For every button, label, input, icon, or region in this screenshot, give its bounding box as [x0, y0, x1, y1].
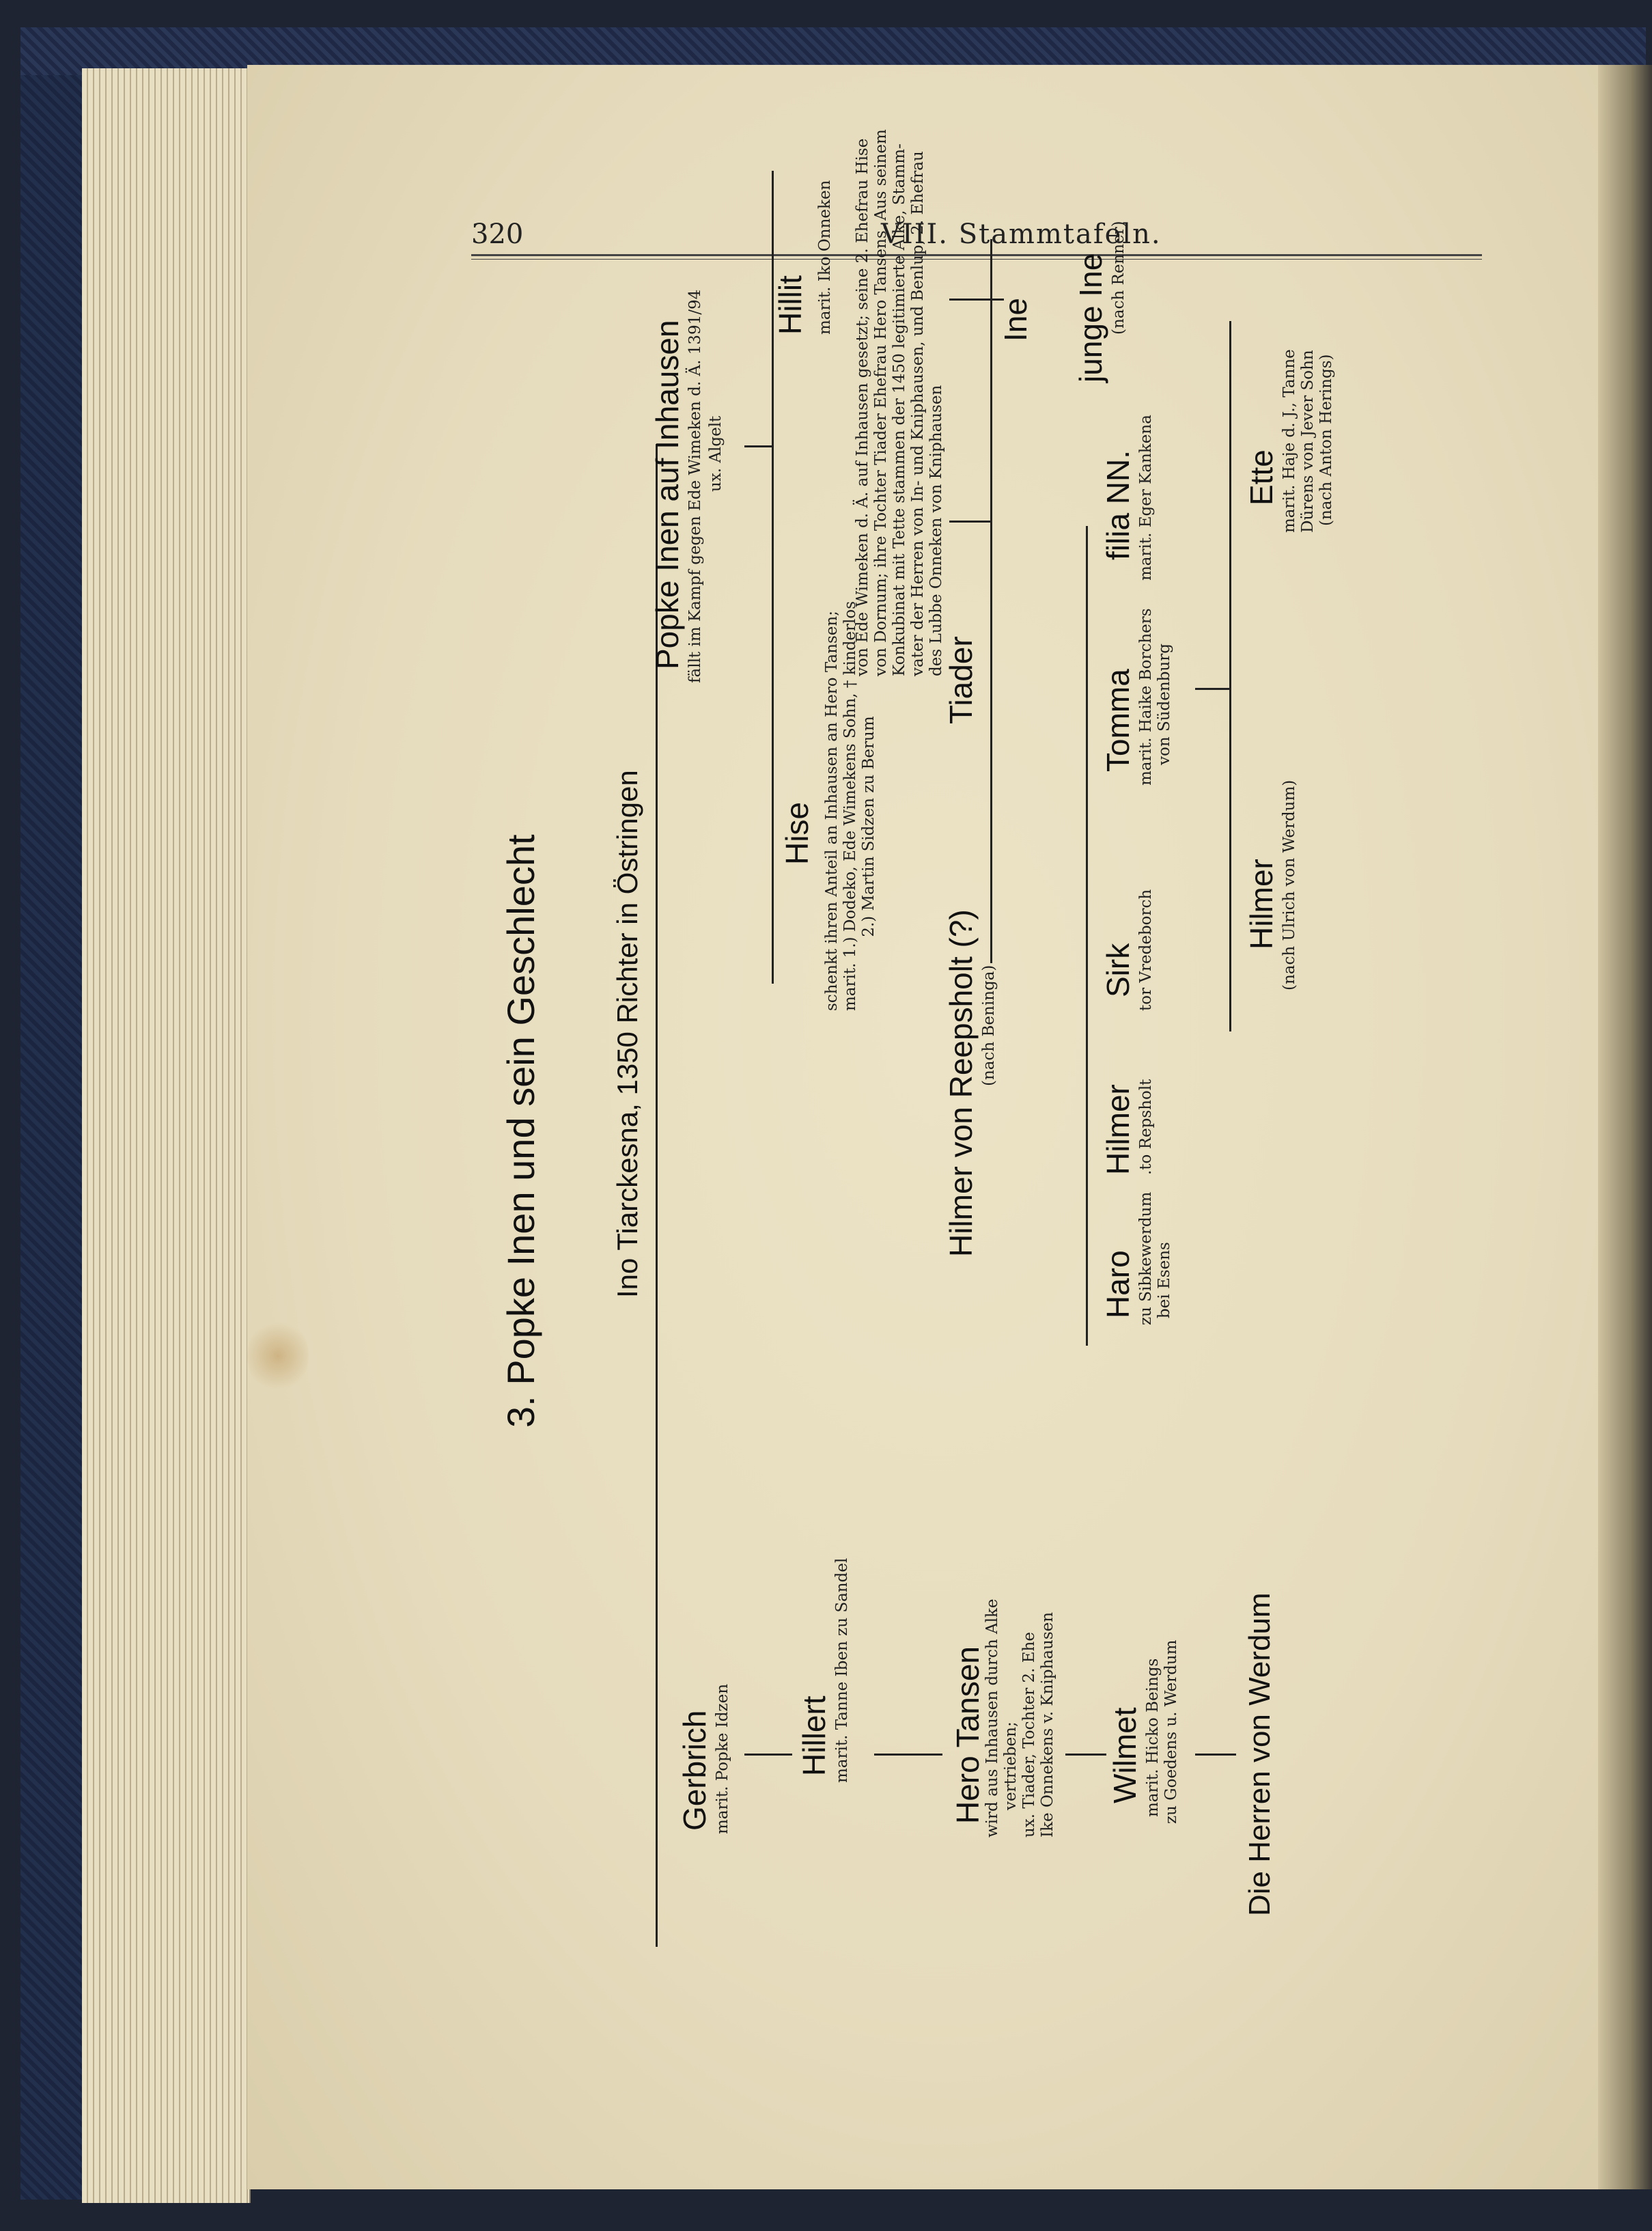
line-hillert-hero [874, 1754, 942, 1756]
line-gerbrich-hillert [744, 1754, 792, 1756]
line-wilmet-werdum [1195, 1754, 1236, 1756]
person-sirk: Sirk [1100, 943, 1136, 997]
brace-ine-stem [949, 521, 990, 523]
person-ette-note-1: marit. Haje d. J., Tanne [1280, 349, 1298, 533]
header-rule [471, 254, 1482, 260]
person-wilmet: Wilmet [1107, 1707, 1143, 1803]
person-ette-note-3: (nach Anton Herings) [1317, 354, 1335, 526]
person-popke-note-2: ux. Algelt [707, 415, 725, 492]
person-gerbrich: Gerbrich [677, 1710, 712, 1831]
root-ancestor: Ino Tiarckesna, 1350 Richter in Östringen [611, 770, 643, 1298]
person-tiader: Tiader [943, 636, 979, 724]
running-header [471, 219, 1482, 260]
person-filia-nn-note: marit. Eger Kankena [1137, 415, 1155, 581]
line-hillit-ine [949, 299, 1004, 301]
brace-root [656, 444, 658, 1947]
person-hero-tansen-note-3: ux. Tiader, Tochter 2. Ehe [1020, 1632, 1038, 1838]
person-ette-note-2: Dürens von Jever Sohn [1299, 350, 1317, 533]
person-tomma: Tomma [1100, 669, 1136, 772]
person-haro-note-1: zu Sibkewerdum [1137, 1191, 1155, 1325]
brace-tomma [1229, 321, 1231, 1031]
person-gerbrich-note: marit. Popke Idzen [714, 1683, 731, 1834]
brace-ine [990, 239, 992, 963]
person-hise-note-3: 2.) Martin Sidzen zu Berum [860, 716, 878, 937]
person-hero-tansen-note-4: Ike Onnekens v. Kniphausen [1039, 1611, 1056, 1838]
person-popke: Popke Inen auf Inhausen [649, 320, 685, 669]
person-herren-werdum: Die Herren von Werdum [1243, 1592, 1276, 1916]
person-hise-note-2: marit. 1.) Dodeko, Ede Wimekens Sohn, † kinderlos [841, 600, 859, 1011]
person-hero-tansen: Hero Tansen [950, 1646, 985, 1824]
person-hillert: Hillert [796, 1695, 832, 1776]
person-hilmer-repsholt-note: .to Repsholt [1137, 1079, 1155, 1175]
person-junge-ine: junge Ine [1073, 253, 1108, 383]
person-wilmet-note-2: zu Goedens u. Werdum [1162, 1639, 1180, 1824]
person-wilmet-note-1: marit. Hicko Beings [1144, 1658, 1162, 1817]
book-gutter [1598, 65, 1652, 2189]
person-hise-note-1: schenkt ihren Anteil an Inhausen an Hero Tansen; [823, 611, 841, 1011]
person-hilmer-reepsholt: Hilmer von Reepsholt (?) [943, 909, 979, 1257]
person-hilmer-reepsholt-note: (nach Beninga) [980, 965, 998, 1086]
page-edges [82, 68, 251, 2203]
person-filia-nn: filia NN. [1100, 449, 1136, 560]
person-hillit-note-3: von Dornum; ihre Tochter Tiader Ehefrau Hero Tansens. Aus seinem [872, 129, 890, 676]
person-hilmer-werdum-note: (nach Ulrich von Werdum) [1280, 779, 1298, 990]
person-hero-tansen-note-2: vertrieben; [1002, 1721, 1020, 1810]
brace-popke-stem [744, 445, 772, 447]
person-haro-note-2: bei Esens [1156, 1242, 1173, 1318]
person-hillit-note-5: vater der Herren von In- und Kniphausen, und Benlup, 2. Ehefrau [909, 151, 927, 676]
brace-children [1086, 526, 1088, 1346]
person-hillert-note: marit. Tanne Iben zu Sandel [833, 1557, 851, 1783]
person-hilmer-werdum: Hilmer [1244, 859, 1279, 950]
person-haro: Haro [1100, 1250, 1136, 1318]
running-title: VIII. Stammtafeln. [881, 219, 1162, 250]
person-hise: Hise [779, 801, 815, 865]
person-hilmer-repsholt: Hilmer [1100, 1084, 1136, 1175]
person-junge-ine-note: (nach Renner) [1110, 221, 1128, 335]
person-hillit-note-2: von Ede Wimeken d. Ä. auf Inhausen gesetzt; seine 2. Ehefrau Hise [854, 138, 871, 676]
person-tomma-note-2: von Südenburg [1156, 643, 1173, 765]
paper-stain [247, 1318, 309, 1394]
person-tomma-note-1: marit. Haike Borchers [1137, 608, 1155, 786]
person-hillit-note-4: Konkubinat mit Tette stammen der 1450 legitimierte Alke, Stamm- [891, 143, 908, 676]
person-hillit-note-1: marit. Iko Onneken [816, 180, 834, 335]
person-hero-tansen-note-1: wird aus Inhausen durch Alke [983, 1598, 1001, 1838]
brace-tomma-stem [1195, 688, 1229, 690]
person-ine: Ine [998, 298, 1033, 342]
table-title: 3. Popke Inen und sein Geschlecht [499, 834, 542, 1428]
person-hillit-note-6: des Lubbe Onneken von Kniphausen [927, 385, 945, 676]
person-popke-note-1: fällt im Kampf gegen Ede Wimeken d. Ä. 1391/94 [686, 289, 704, 683]
person-sirk-note: tor Vredeborch [1137, 889, 1155, 1011]
page-number: 320 [471, 219, 524, 250]
person-hillit: Hillit [772, 275, 808, 335]
line-hero-wilmet [1065, 1754, 1106, 1756]
person-ette: Ette [1244, 449, 1279, 505]
